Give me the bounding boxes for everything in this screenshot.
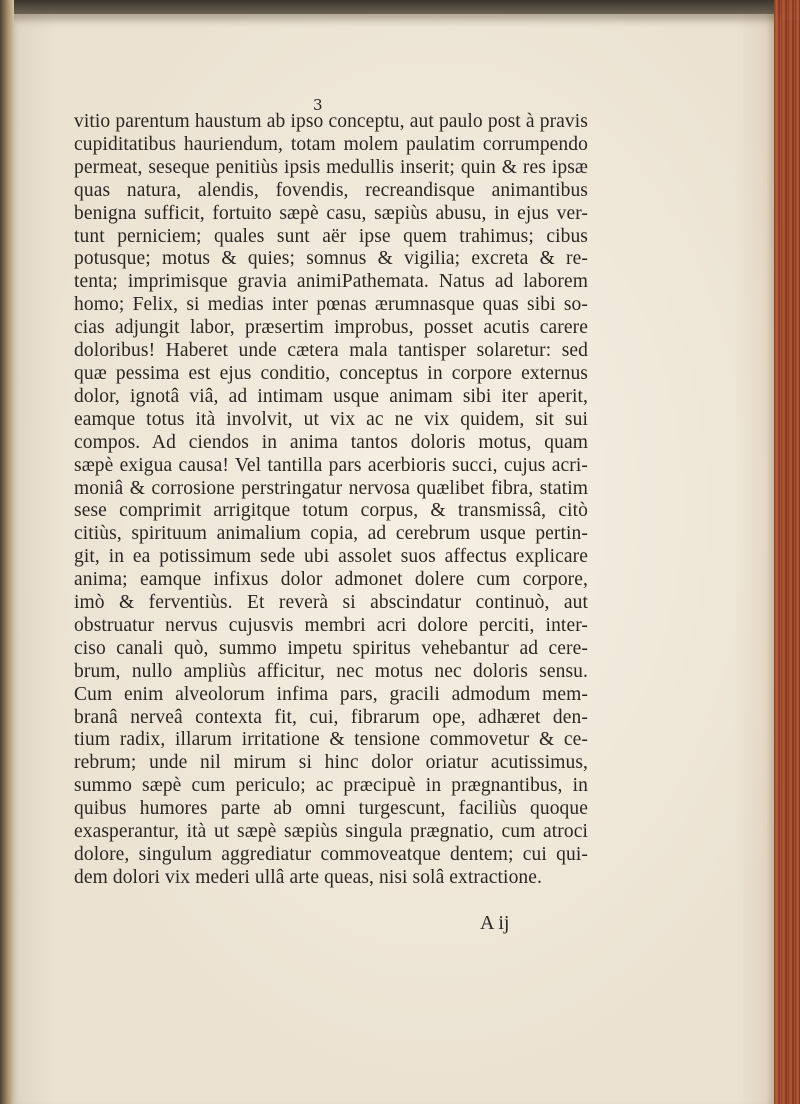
page-number: 3 [313, 96, 323, 114]
text-line: vitio parentum haustum ab ipso conceptu, aut paulo post à pravis [74, 111, 588, 132]
text-line: tunt perniciem; quales sunt aër ipse quem trahimus; cibus [74, 225, 588, 247]
text-line: tium radix, illarum irritatione & tensione commovetur & ce- [74, 729, 588, 751]
text-line: quas natura, alendis, fovendis, recreandisque animantibus [74, 179, 588, 201]
text-line: obstruatur nervus cujusvis membri acri dolore perciti, inter- [74, 614, 588, 636]
text-line: rebrum; unde nil mirum si hinc dolor oriatur acutissimus, [74, 752, 588, 774]
text-line: brum, nullo ampliùs afficitur, nec motus nec doloris sensu. [74, 660, 588, 682]
text-line: imò & ferventiùs. Et reverà si abscindatur continuò, aut [74, 592, 588, 614]
text-line: Cum enim alveolorum infima pars, gracili admodum mem- [74, 683, 588, 705]
text-line: quæ pessima est ejus conditio, conceptus in corpore externus [74, 362, 588, 384]
text-line: anima; eamque infixus dolor admonet dolere cum corpore, [74, 569, 588, 591]
text-line: tenta; imprimisque gravia animiPathemata. Natus ad laborem [74, 271, 588, 293]
text-line: dem dolori vix mederi ullâ arte queas, nisi solâ extractione. [74, 866, 542, 888]
text-line: summo sæpè cum periculo; ac præcipuè in prægnantibus, in [74, 775, 588, 797]
text-line: benigna sufficit, fortuito sæpè casu, sæpiùs abusu, in ejus ver- [74, 202, 588, 224]
text-line: sæpè exigua causa! Vel tantilla pars acerbioris succi, cujus acri- [74, 454, 588, 476]
signature-mark: A ij [480, 912, 510, 934]
text-line: moniâ & corrosione perstringatur nervosa quælibet fibra, statim [74, 477, 588, 499]
text-line: quibus humores parte ab omni turgescunt, faciliùs quoque [74, 798, 588, 820]
text-line: ciso canali quò, summo impetu spiritus vehebantur ad cere- [74, 637, 588, 659]
text-line: permeat, seseque penitiùs ipsis medullis inserit; quin & res ipsæ [74, 156, 588, 178]
page-left-edge [0, 0, 14, 1104]
text-line: homo; Felix, si medias inter pœnas ærumnasque quas sibi so- [74, 294, 588, 316]
body-text [74, 111, 594, 890]
text-line: citiùs, spirituum animalium copia, ad cerebrum usque pertin- [74, 523, 588, 545]
text-line: eamque totus ità involvit, ut vix ac ne vix quidem, sit sui [74, 408, 588, 430]
text-line: dolor, ignotâ viâ, ad intimam usque animam sibi iter aperit, [74, 385, 588, 407]
text-line: git, in ea potissimum sede ubi assolet suos affectus explicare [74, 546, 588, 568]
text-line: cupiditatibus hauriendum, totam molem paulatim corrumpendo [74, 133, 588, 155]
text-line: dolore, singulum aggrediatur commoveatque dentem; cui qui- [74, 844, 588, 865]
text-line: potusque; motus & quies; somnus & vigilia; excreta & re- [74, 248, 588, 270]
text-line: branâ nerveâ contexta fit, cui, fibrarum ope, adhæret den- [74, 706, 588, 728]
text-line: doloribus! Haberet unde cætera mala tantisper solaretur: sed [74, 340, 588, 362]
book-fore-edge [774, 0, 800, 1104]
text-line: compos. Ad ciendos in anima tantos doloris motus, quam [74, 431, 588, 453]
text-line: sese comprimit arrigitque totum corpus, & transmissâ, citò [74, 500, 588, 522]
text-line: cias adjungit labor, præsertim improbus, posset acutis carere [74, 317, 588, 339]
text-line: exasperantur, ità ut sæpè sæpiùs singula prægnatio, cum atroci [74, 821, 588, 843]
